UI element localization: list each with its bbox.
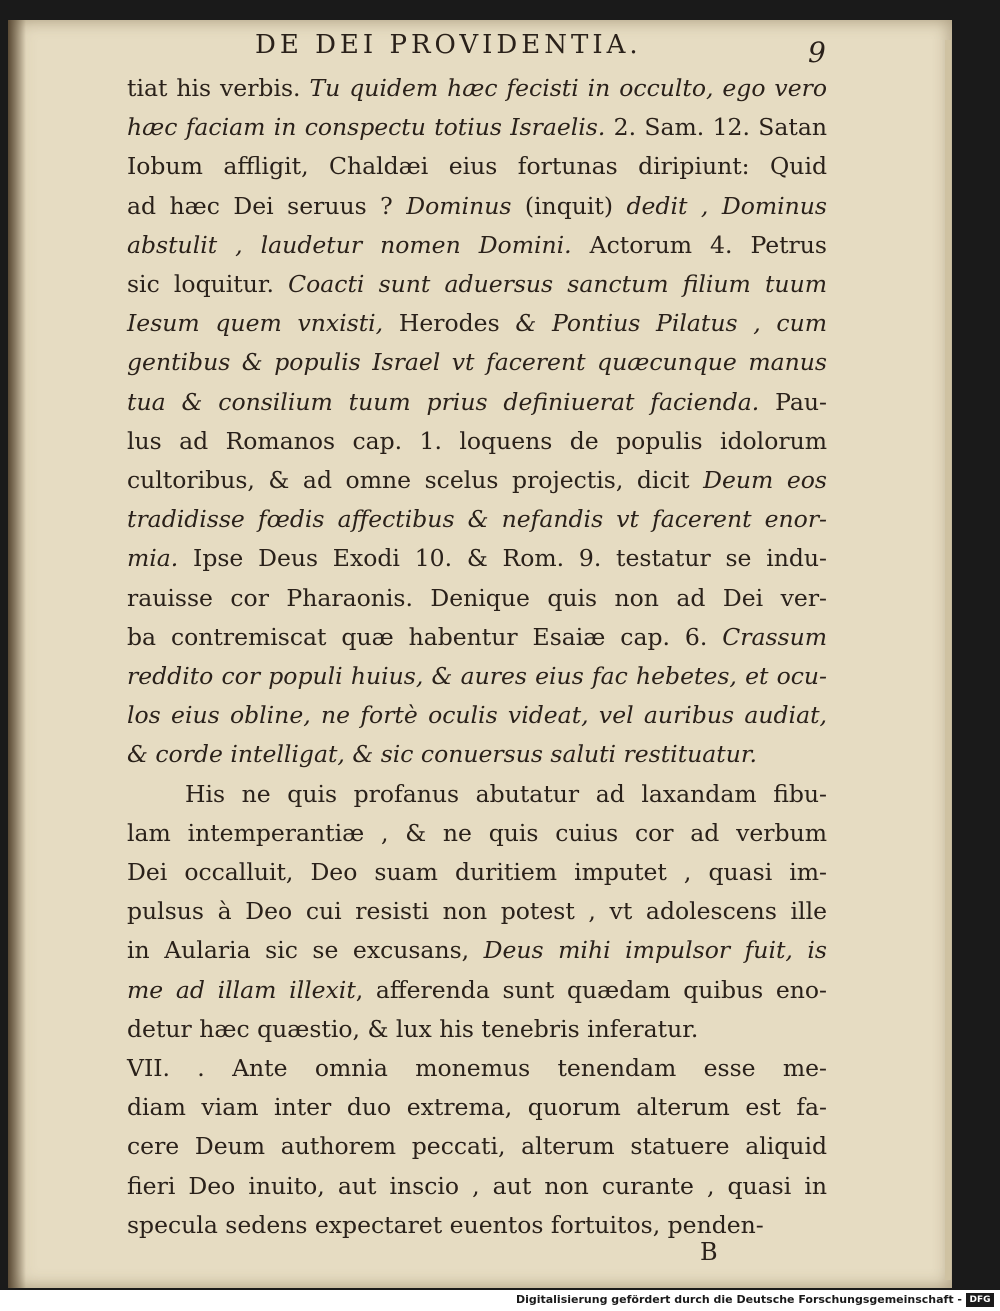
text-line bbox=[127, 1093, 827, 1133]
text-line bbox=[127, 662, 827, 702]
binding-shadow bbox=[8, 20, 26, 1288]
page-number: 9 bbox=[808, 36, 826, 69]
roman-segment: sic loquitur. bbox=[127, 270, 289, 298]
running-head: DE DEI PROVIDENTIA. bbox=[255, 30, 642, 60]
roman-segment: fieri Deo inuito, aut inscio , aut non curante , quasi in bbox=[127, 1171, 827, 1200]
dfg-logo: DFG bbox=[966, 1293, 994, 1307]
italic-segment: & corde intelligat, & sic conuersus saluti restituatur. bbox=[127, 740, 757, 769]
roman-segment: diam viam inter duo extrema, quorum alterum est fa- bbox=[127, 1093, 827, 1122]
roman-segment: pulsus à Deo cui resisti non potest , vt adolescens ille bbox=[127, 897, 827, 926]
roman-segment: ad hæc Dei seruus ? bbox=[127, 191, 407, 220]
roman-segment: 2. Sam. 12. Satan bbox=[605, 113, 827, 142]
roman-segment: , afferenda sunt quædam quibus eno- bbox=[355, 975, 827, 1004]
italic-segment: Deus mihi impulsor fuit, is bbox=[483, 936, 827, 965]
roman-segment: cere Deum authorem peccati, alterum statuere aliquid bbox=[127, 1132, 827, 1161]
text-line bbox=[127, 701, 827, 741]
italic-segment: Tu quidem hæc fecisti in occulto, ego vero bbox=[309, 74, 827, 102]
page-edge bbox=[945, 40, 951, 1280]
text-line bbox=[127, 1211, 827, 1251]
roman-segment: His ne quis profanus abutatur ad laxandam fibu- bbox=[185, 779, 827, 808]
roman-segment: VII. . Ante omnia monemus tenendam esse me- bbox=[127, 1054, 827, 1082]
roman-segment: cultoribus, & ad omne scelus projectis, dicit bbox=[127, 466, 704, 494]
roman-segment: Ipse Deus Exodi 10. & Rom. 9. testatur se indu- bbox=[178, 544, 827, 573]
roman-segment: ba contremiscat quæ habentur Esaiæ cap. 6. bbox=[127, 622, 723, 651]
text-line bbox=[185, 780, 827, 820]
text-line bbox=[127, 466, 827, 506]
digitization-credit: Digitalisierung gefördert durch die Deutsche Forschungsgemeinschaft - bbox=[515, 1293, 962, 1306]
text-line bbox=[127, 427, 827, 467]
text-line bbox=[127, 1132, 827, 1172]
italic-segment: los eius obline, ne fortè oculis videat, vel auribus audiat, bbox=[127, 701, 827, 730]
italic-segment: reddito cor populi huius, & aures eius fac hebetes, et ocu- bbox=[127, 662, 827, 690]
roman-segment: in Aularia sic se excusans, bbox=[127, 936, 484, 965]
text-line bbox=[127, 231, 827, 271]
italic-segment: dedit , Dominus bbox=[626, 191, 827, 220]
roman-segment: Herodes bbox=[398, 309, 516, 338]
text-line bbox=[127, 113, 827, 153]
text-line bbox=[127, 623, 827, 663]
text-line bbox=[127, 505, 827, 545]
text-line bbox=[127, 584, 827, 624]
text-line bbox=[127, 544, 827, 584]
italic-segment: Coacti sunt aduersus sanctum filium tuum bbox=[288, 270, 827, 298]
text-line bbox=[127, 936, 827, 976]
text-line bbox=[127, 1054, 827, 1094]
italic-segment: abstulit , laudetur nomen Domini. bbox=[127, 230, 572, 259]
roman-segment: Pau- bbox=[759, 387, 827, 416]
italic-segment: Dominus bbox=[406, 191, 512, 220]
roman-segment: Actorum 4. Petrus bbox=[571, 230, 827, 259]
roman-segment: specula sedens expectaret euentos fortuitos, penden- bbox=[127, 1210, 764, 1239]
italic-segment: Iesum quem vnxisti, bbox=[127, 309, 399, 338]
roman-segment: tiat his verbis. bbox=[127, 74, 310, 102]
text-line bbox=[127, 152, 827, 192]
roman-segment: Dei occalluit, Deo suam duritiem imputet , quasi im- bbox=[127, 858, 827, 886]
italic-segment: Crassum bbox=[722, 622, 827, 651]
text-line bbox=[127, 858, 827, 898]
italic-segment: tradidisse fœdis affectibus & nefandis vt facerent enor- bbox=[127, 505, 827, 534]
text-line bbox=[127, 819, 827, 859]
roman-segment: (inquit) bbox=[511, 191, 627, 220]
text-line bbox=[127, 976, 827, 1016]
italic-segment: hæc faciam in conspectu totius Israelis. bbox=[127, 113, 606, 142]
italic-segment: & Pontius Pilatus , cum bbox=[515, 309, 827, 338]
roman-segment: rauisse cor Pharaonis. Denique quis non ad Dei ver- bbox=[127, 583, 827, 612]
italic-segment: tua & consilium tuum prius definiuerat facienda. bbox=[127, 387, 760, 416]
roman-segment: detur hæc quæstio, & lux his tenebris inferatur. bbox=[127, 1014, 699, 1043]
text-line bbox=[127, 270, 827, 310]
italic-segment: gentibus & populis Israel vt facerent quæcunque manus bbox=[127, 348, 827, 377]
signature-mark: B bbox=[700, 1238, 718, 1266]
text-line bbox=[127, 388, 827, 428]
roman-segment: Iobum affligit, Chaldæi eius fortunas diripiunt: Quid bbox=[127, 152, 827, 181]
italic-segment: mia. bbox=[127, 544, 179, 573]
roman-segment: lus ad Romanos cap. 1. loquens de populis idolorum bbox=[127, 426, 827, 455]
italic-segment: me ad illam illexit bbox=[127, 975, 356, 1004]
text-line bbox=[127, 192, 827, 232]
text-line bbox=[127, 1172, 827, 1212]
text-line bbox=[127, 74, 827, 114]
text-line bbox=[127, 1015, 827, 1055]
text-line bbox=[127, 897, 827, 937]
text-line bbox=[127, 309, 827, 349]
roman-segment: lam intemperantiæ , & ne quis cuius cor ad verbum bbox=[127, 818, 827, 847]
text-line bbox=[127, 348, 827, 388]
italic-segment: Deum eos bbox=[703, 466, 827, 494]
text-line bbox=[127, 740, 827, 780]
